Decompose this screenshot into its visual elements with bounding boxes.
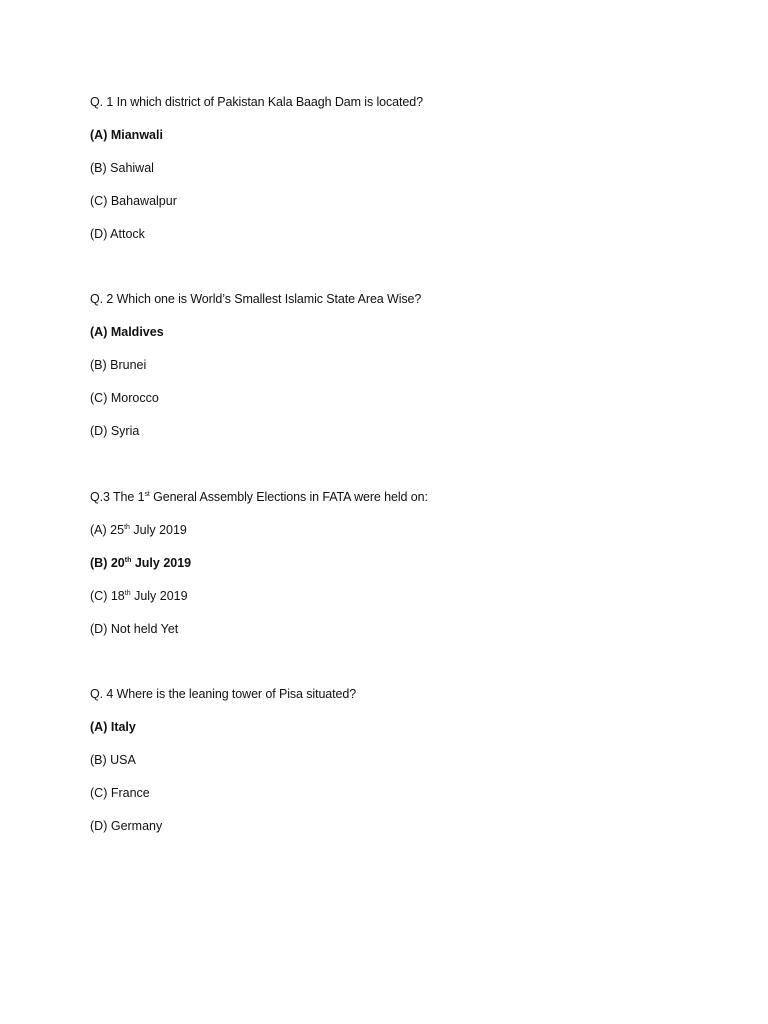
option-sup: th [124, 523, 130, 531]
option-rest: July 2019 [130, 589, 188, 603]
option-text: Bahawalpur [110, 194, 177, 208]
question-3-text-before: Q.3 The 1 [90, 490, 145, 504]
option-label: (B) [90, 556, 108, 570]
option-text: Italy [110, 720, 136, 734]
option-rest: July 2019 [131, 556, 192, 570]
question-3-option-a [90, 522, 690, 555]
question-2 [90, 291, 690, 456]
question-1 [90, 94, 690, 259]
question-1-option-c [90, 193, 690, 226]
option-label: (C) [90, 786, 108, 800]
option-label: (B) [90, 161, 107, 175]
option-sup: th [124, 556, 132, 564]
option-text: France [110, 786, 150, 800]
question-4-text: Q. 4 Where is the leaning tower of Pisa situated? [90, 687, 357, 701]
option-text: Not held Yet [110, 622, 179, 636]
question-3-option-d [90, 621, 690, 654]
question-2-option-a [90, 324, 690, 357]
option-label: (B) [90, 753, 107, 767]
question-3-option-b [90, 555, 690, 588]
option-label: (D) [90, 424, 108, 438]
question-2-option-d [90, 423, 690, 456]
option-label: (B) [90, 358, 107, 372]
option-text: Syria [110, 424, 140, 438]
option-label: (A) [90, 720, 108, 734]
question-1-text: Q. 1 In which district of Pakistan Kala Baagh Dam is located? [90, 95, 423, 109]
option-text: Germany [110, 819, 163, 833]
option-label: (C) [90, 391, 108, 405]
question-2-option-b [90, 357, 690, 390]
question-4-option-a [90, 719, 690, 752]
question-2-option-c [90, 390, 690, 423]
question-4-option-c [90, 785, 690, 818]
question-3 [90, 489, 690, 654]
question-3-option-c [90, 588, 690, 621]
option-day: 25 [110, 523, 125, 537]
option-label: (D) [90, 622, 108, 636]
option-label: (D) [90, 227, 108, 241]
option-label: (D) [90, 819, 108, 833]
option-day: 20 [110, 556, 125, 570]
option-label: (A) [90, 325, 108, 339]
question-3-text-sup: st [144, 490, 150, 498]
option-text: USA [110, 753, 136, 767]
option-day: 18 [110, 589, 125, 603]
question-4-option-b [90, 752, 690, 785]
question-1-option-a [90, 127, 690, 160]
question-3-text [90, 489, 690, 522]
option-label: (A) [90, 128, 108, 142]
question-1-option-b [90, 160, 690, 193]
option-text: Morocco [110, 391, 159, 405]
option-text: Mianwali [110, 128, 163, 142]
option-text: Sahiwal [110, 161, 154, 175]
question-3-text-after: General Assembly Elections in FATA were held on: [149, 490, 428, 504]
option-rest: July 2019 [129, 523, 187, 537]
option-text: Attock [110, 227, 145, 241]
option-sup: th [124, 589, 131, 597]
option-label: (A) [90, 523, 107, 537]
question-4 [90, 686, 690, 851]
option-label: (C) [90, 194, 108, 208]
option-text: Maldives [110, 325, 164, 339]
question-4-option-d [90, 818, 690, 851]
option-label: (C) [90, 589, 108, 603]
option-text: Brunei [110, 358, 147, 372]
question-1-option-d [90, 226, 690, 259]
question-2-text: Q. 2 Which one is World’s Smallest Islamic State Area Wise? [90, 292, 422, 306]
